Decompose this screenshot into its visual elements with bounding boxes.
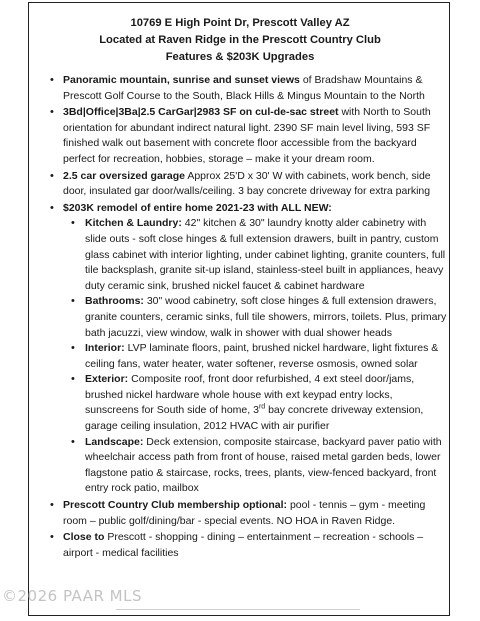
bottom-divider (116, 609, 360, 610)
list-item-close (33, 530, 447, 561)
landscape-title: Landscape: (85, 435, 144, 448)
landscape-text: Deck extension, composite staircase, backyard paver patio with wheelchair access path from front of house, raised metal garden beds, lower flagstone patio & staircase, rocks, trees, plants, view-fenced backyard, front entry rock patio, mailbox (85, 435, 442, 495)
sublist-item-bathrooms (63, 294, 447, 341)
exterior-title: Exterior: (85, 373, 129, 386)
exterior-text-b: bay concrete driveway extension, garage ceiling insulation, 2012 HVAC with air purifier (85, 404, 424, 433)
kitchen-text: 42" kitchen & 30" laundry knotty alder cabinetry with slide outs - soft close hinges & full extension drawers, built in pantry, custom glass cabinet with interior lighting, under cabinet lighting, granite counters, full tile backsplash, granite sit-up island, stainless-steel built in appliances, heavy duty ceramic sink, brushed nickel faucet & cabinet hardware (85, 217, 446, 292)
list-item-beds (33, 105, 447, 167)
kitchen-title: Kitchen & Laundry: (85, 217, 182, 230)
close-title: Close to (63, 531, 105, 544)
list-item-views (33, 73, 447, 104)
header-features: Features & $203K Upgrades (165, 51, 315, 63)
beds-text: with North to South orientation for abundant indirect natural light. 2390 SF main level living, 593 SF finished walk out basement with concrete floor accessible from the backyard perfect for recreation, hobbies, storage – make it your dream room. (63, 106, 431, 165)
sublist-item-kitchen (63, 216, 447, 294)
sublist-item-landscape (63, 435, 447, 497)
feature-list (33, 73, 447, 562)
remodel-sublist (63, 216, 447, 497)
exterior-superscript: rd (258, 403, 266, 411)
views-title: Panoramic mountain, sunrise and sunset views (63, 74, 300, 86)
document-header (29, 15, 451, 66)
beds-title: 3Bd|Office|3Ba|2.5 CarGar|2983 SF on cul-de-sac street (63, 106, 339, 119)
interior-text: LVP laminate floors, paint, brushed nickel hardware, light fixtures & ceiling fans, water heater, water softener, reverse osmosis, owned solar (85, 342, 439, 370)
document-frame (28, 2, 450, 616)
bath-text: 30" wood cabinetry, soft close hinges & full extension drawers, granite counters, ceramic sinks, full tile showers, mirrors, toilets. Plus, primary bath jacuzzi, view window, walk in shower with dual shower heads (85, 295, 447, 339)
remodel-title: $203K remodel of entire home 2021-23 with ALL NEW: (63, 201, 332, 214)
interior-title: Interior: (85, 342, 125, 355)
sublist-item-interior (63, 341, 447, 372)
exterior-text-a: Composite roof, front door refurbished, 4 ext steel door/jams, brushed nickel hardware whole house with ext keypad entry locks, sunscreens for South side of home, 3 (85, 373, 415, 417)
club-text: pool - tennis – gym - meeting room – public golf/dining/bar - special events. NO HOA in Raven Ridge. (63, 499, 426, 527)
club-title: Prescott Country Club membership optional: (63, 499, 288, 512)
sublist-item-exterior (63, 372, 447, 434)
garage-text: Approx 25'D x 30' W with cabinets, work bench, side door, insulated gar door/walls/ceiling. 3 bay concrete driveway for extra parking (63, 169, 431, 198)
bath-title: Bathrooms: (85, 295, 144, 308)
close-text: Prescott - shopping - dining – entertainment – recreation - schools – airport - medical facilities (63, 531, 424, 559)
list-item-remodel (33, 201, 447, 497)
list-item-club (33, 498, 447, 529)
views-text: of Bradshaw Mountains & Prescott Golf Course to the South, Black Hills & Mingus Mountain to the North (63, 74, 425, 102)
mls-watermark: ©2026 PAAR MLS (2, 587, 142, 605)
header-address: 10769 E High Point Dr, Prescott Valley AZ (130, 17, 350, 29)
list-item-garage (33, 169, 447, 200)
garage-title: 2.5 car oversized garage (63, 169, 185, 182)
header-location: Located at Raven Ridge in the Prescott Country Club (99, 34, 381, 46)
